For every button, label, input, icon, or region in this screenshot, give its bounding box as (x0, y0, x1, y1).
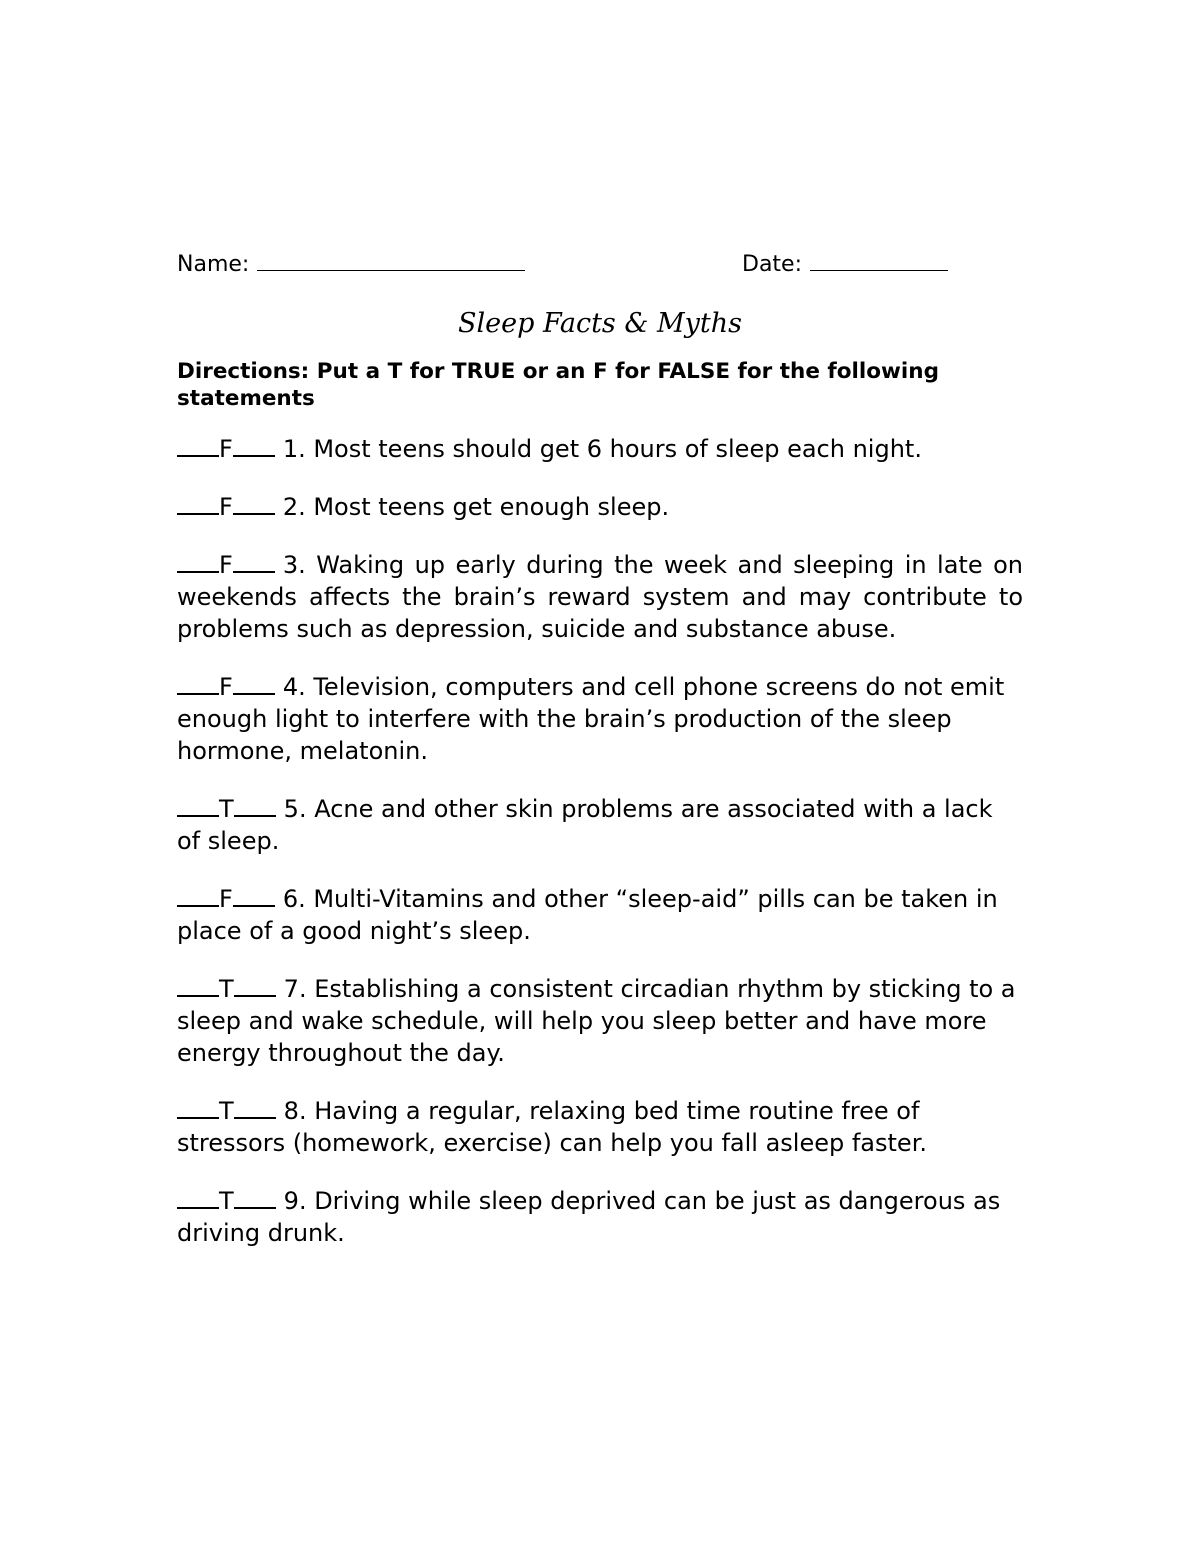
question-text: 9. Driving while sleep deprived can be just as dangerous as driving drunk. (177, 1187, 1001, 1247)
directions: Directions: Put a T for TRUE or an F for FALSE for the following statements (177, 359, 939, 411)
underline-left (177, 975, 219, 997)
answer-value: T (219, 975, 234, 1003)
worksheet-page (177, 248, 1023, 1275)
answer-value: F (219, 673, 233, 701)
answer-blank[interactable] (177, 1187, 284, 1215)
underline-left (177, 1097, 219, 1119)
underline-left (177, 673, 219, 695)
underline-right (234, 975, 276, 997)
answer-blank[interactable] (177, 885, 283, 913)
question-text: 8. Having a regular, relaxing bed time routine free of stressors (homework, exercise) can help you fall asleep faster. (177, 1097, 927, 1157)
underline-left (177, 551, 219, 573)
answer-value: F (219, 551, 233, 579)
name-label: Name: (177, 252, 250, 277)
underline-right (233, 435, 275, 457)
answer-blank[interactable] (177, 551, 283, 579)
answer-value: T (219, 1097, 234, 1125)
underline-left (177, 493, 219, 515)
question-item (177, 491, 1023, 523)
question-text: 2. Most teens get enough sleep. (282, 493, 670, 521)
question-item (177, 1095, 1023, 1159)
header-row (177, 248, 1023, 280)
date-blank[interactable] (810, 248, 948, 271)
answer-value: T (219, 795, 234, 823)
question-item (177, 883, 1023, 947)
date-label: Date: (742, 252, 802, 277)
page-title: Sleep Facts & Myths (458, 308, 742, 339)
answer-blank[interactable] (177, 673, 283, 701)
answer-value: F (219, 885, 233, 913)
answer-blank[interactable] (177, 795, 284, 823)
question-item (177, 549, 1023, 645)
underline-right (233, 673, 275, 695)
name-blank[interactable] (257, 248, 525, 271)
underline-right (234, 1187, 276, 1209)
underline-left (177, 885, 219, 907)
question-item (177, 793, 1023, 857)
answer-value: F (219, 435, 233, 463)
answer-blank[interactable] (177, 435, 283, 463)
question-text: 3. Waking up early during the week and sleeping in late on weekends affects the brain’s reward system and may contribute to problems such as depression, suicide and substance abuse. (177, 551, 1023, 643)
question-item (177, 671, 1023, 767)
underline-left (177, 795, 219, 817)
question-text: 6. Multi-Vitamins and other “sleep-aid” pills can be taken in place of a good night’s sleep. (177, 885, 998, 945)
question-item (177, 433, 1023, 465)
answer-blank[interactable] (177, 1097, 284, 1125)
answer-value: F (219, 493, 233, 521)
question-text: 1. Most teens should get 6 hours of sleep each night. (282, 435, 922, 463)
underline-left (177, 435, 219, 457)
underline-right (233, 493, 275, 515)
answer-blank[interactable] (177, 493, 283, 521)
underline-right (234, 795, 276, 817)
question-text: 7. Establishing a consistent circadian rhythm by sticking to a sleep and wake schedule, will help you sleep better and have more energy throughout the day. (177, 975, 1016, 1067)
question-item (177, 1185, 1023, 1249)
answer-blank[interactable] (177, 975, 284, 1003)
question-item (177, 973, 1023, 1069)
question-list (177, 433, 1023, 1249)
date-field (742, 248, 948, 281)
name-field (177, 248, 525, 281)
question-text: 4. Television, computers and cell phone screens do not emit enough light to interfere with the brain’s production of the sleep hormone, melatonin. (177, 673, 1005, 765)
question-text: 5. Acne and other skin problems are associated with a lack of sleep. (177, 795, 993, 855)
answer-value: T (219, 1187, 234, 1215)
underline-right (233, 551, 275, 573)
underline-right (234, 1097, 276, 1119)
underline-right (233, 885, 275, 907)
underline-left (177, 1187, 219, 1209)
